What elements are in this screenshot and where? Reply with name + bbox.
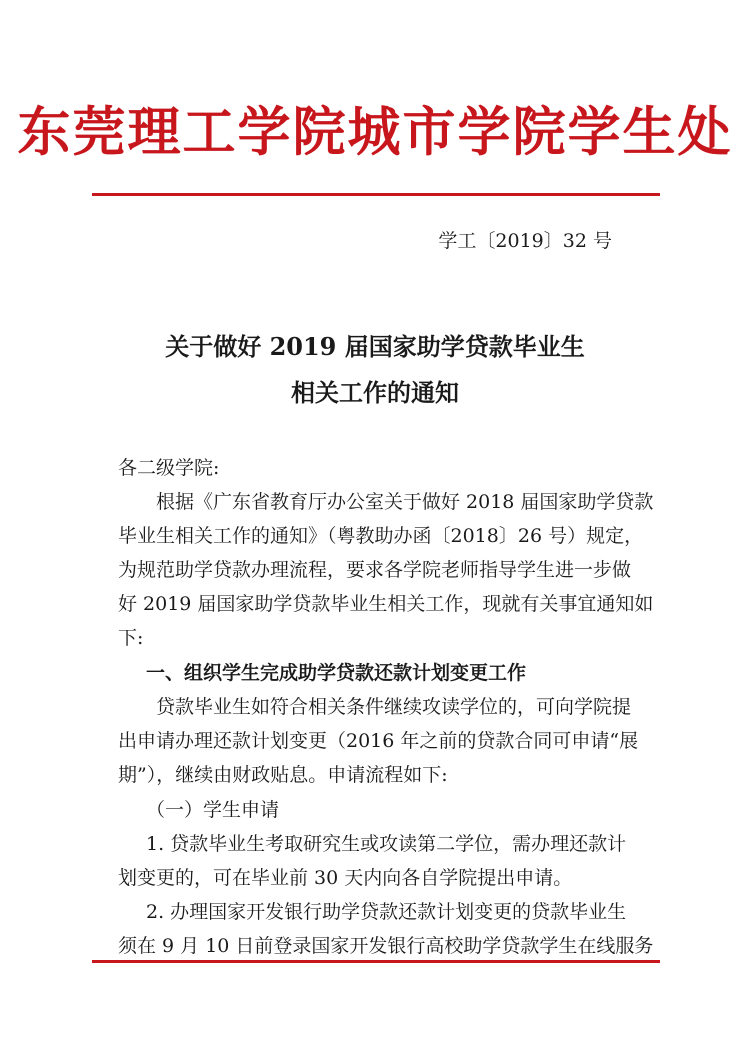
letterhead-red-rule: [92, 193, 660, 196]
document-title-line-2: 相关工作的通知: [291, 378, 459, 407]
paragraph-line: 贷款毕业生如符合相关条件继续攻读学位的，可向学院提: [156, 696, 632, 718]
paragraph-line: 2. 办理国家开发银行助学贷款还款计划变更的贷款毕业生: [146, 901, 627, 923]
document-title-line-1: 关于做好 2019 届国家助学贷款毕业生: [165, 332, 585, 361]
paragraph-line: 期”），继续由财政贴息。申请流程如下:: [118, 764, 448, 786]
section-heading: 一、组织学生完成助学贷款还款计划变更工作: [146, 662, 527, 684]
paragraph-line: 出申请办理还款计划变更（2016 年之前的贷款合同可申请“展: [118, 730, 639, 752]
paragraph-line: 毕业生相关工作的通知》（粤教助办函〔2018〕26 号）规定，: [118, 525, 644, 547]
paragraph-line: 根据《广东省教育厅办公室关于做好 2018 届国家助学贷款: [156, 491, 654, 513]
paragraph-line: 下:: [118, 627, 144, 649]
paragraph-line: 须在 9 月 10 日前登录国家开发银行高校助学贷款学生在线服务: [118, 935, 654, 957]
salutation: 各二级学院:: [118, 457, 220, 479]
paragraph-line: 划变更的，可在毕业前 30 天内向各自学院提出申请。: [118, 867, 573, 889]
document-number: 学工〔2019〕32 号: [438, 230, 612, 252]
paragraph-line: 为规范助学贷款办理流程，要求各学院老师指导学生进一步做: [118, 559, 632, 581]
subsection-heading: （一）学生申请: [146, 799, 280, 821]
footer-red-rule: [92, 960, 660, 963]
paragraph-line: 1. 贷款毕业生考取研究生或攻读第二学位，需办理还款计: [146, 833, 627, 855]
paragraph-line: 好 2019 届国家助学贷款毕业生相关工作，现就有关事宜通知如: [118, 593, 654, 615]
letterhead-title: 东莞理工学院城市学院学生处: [17, 102, 733, 163]
